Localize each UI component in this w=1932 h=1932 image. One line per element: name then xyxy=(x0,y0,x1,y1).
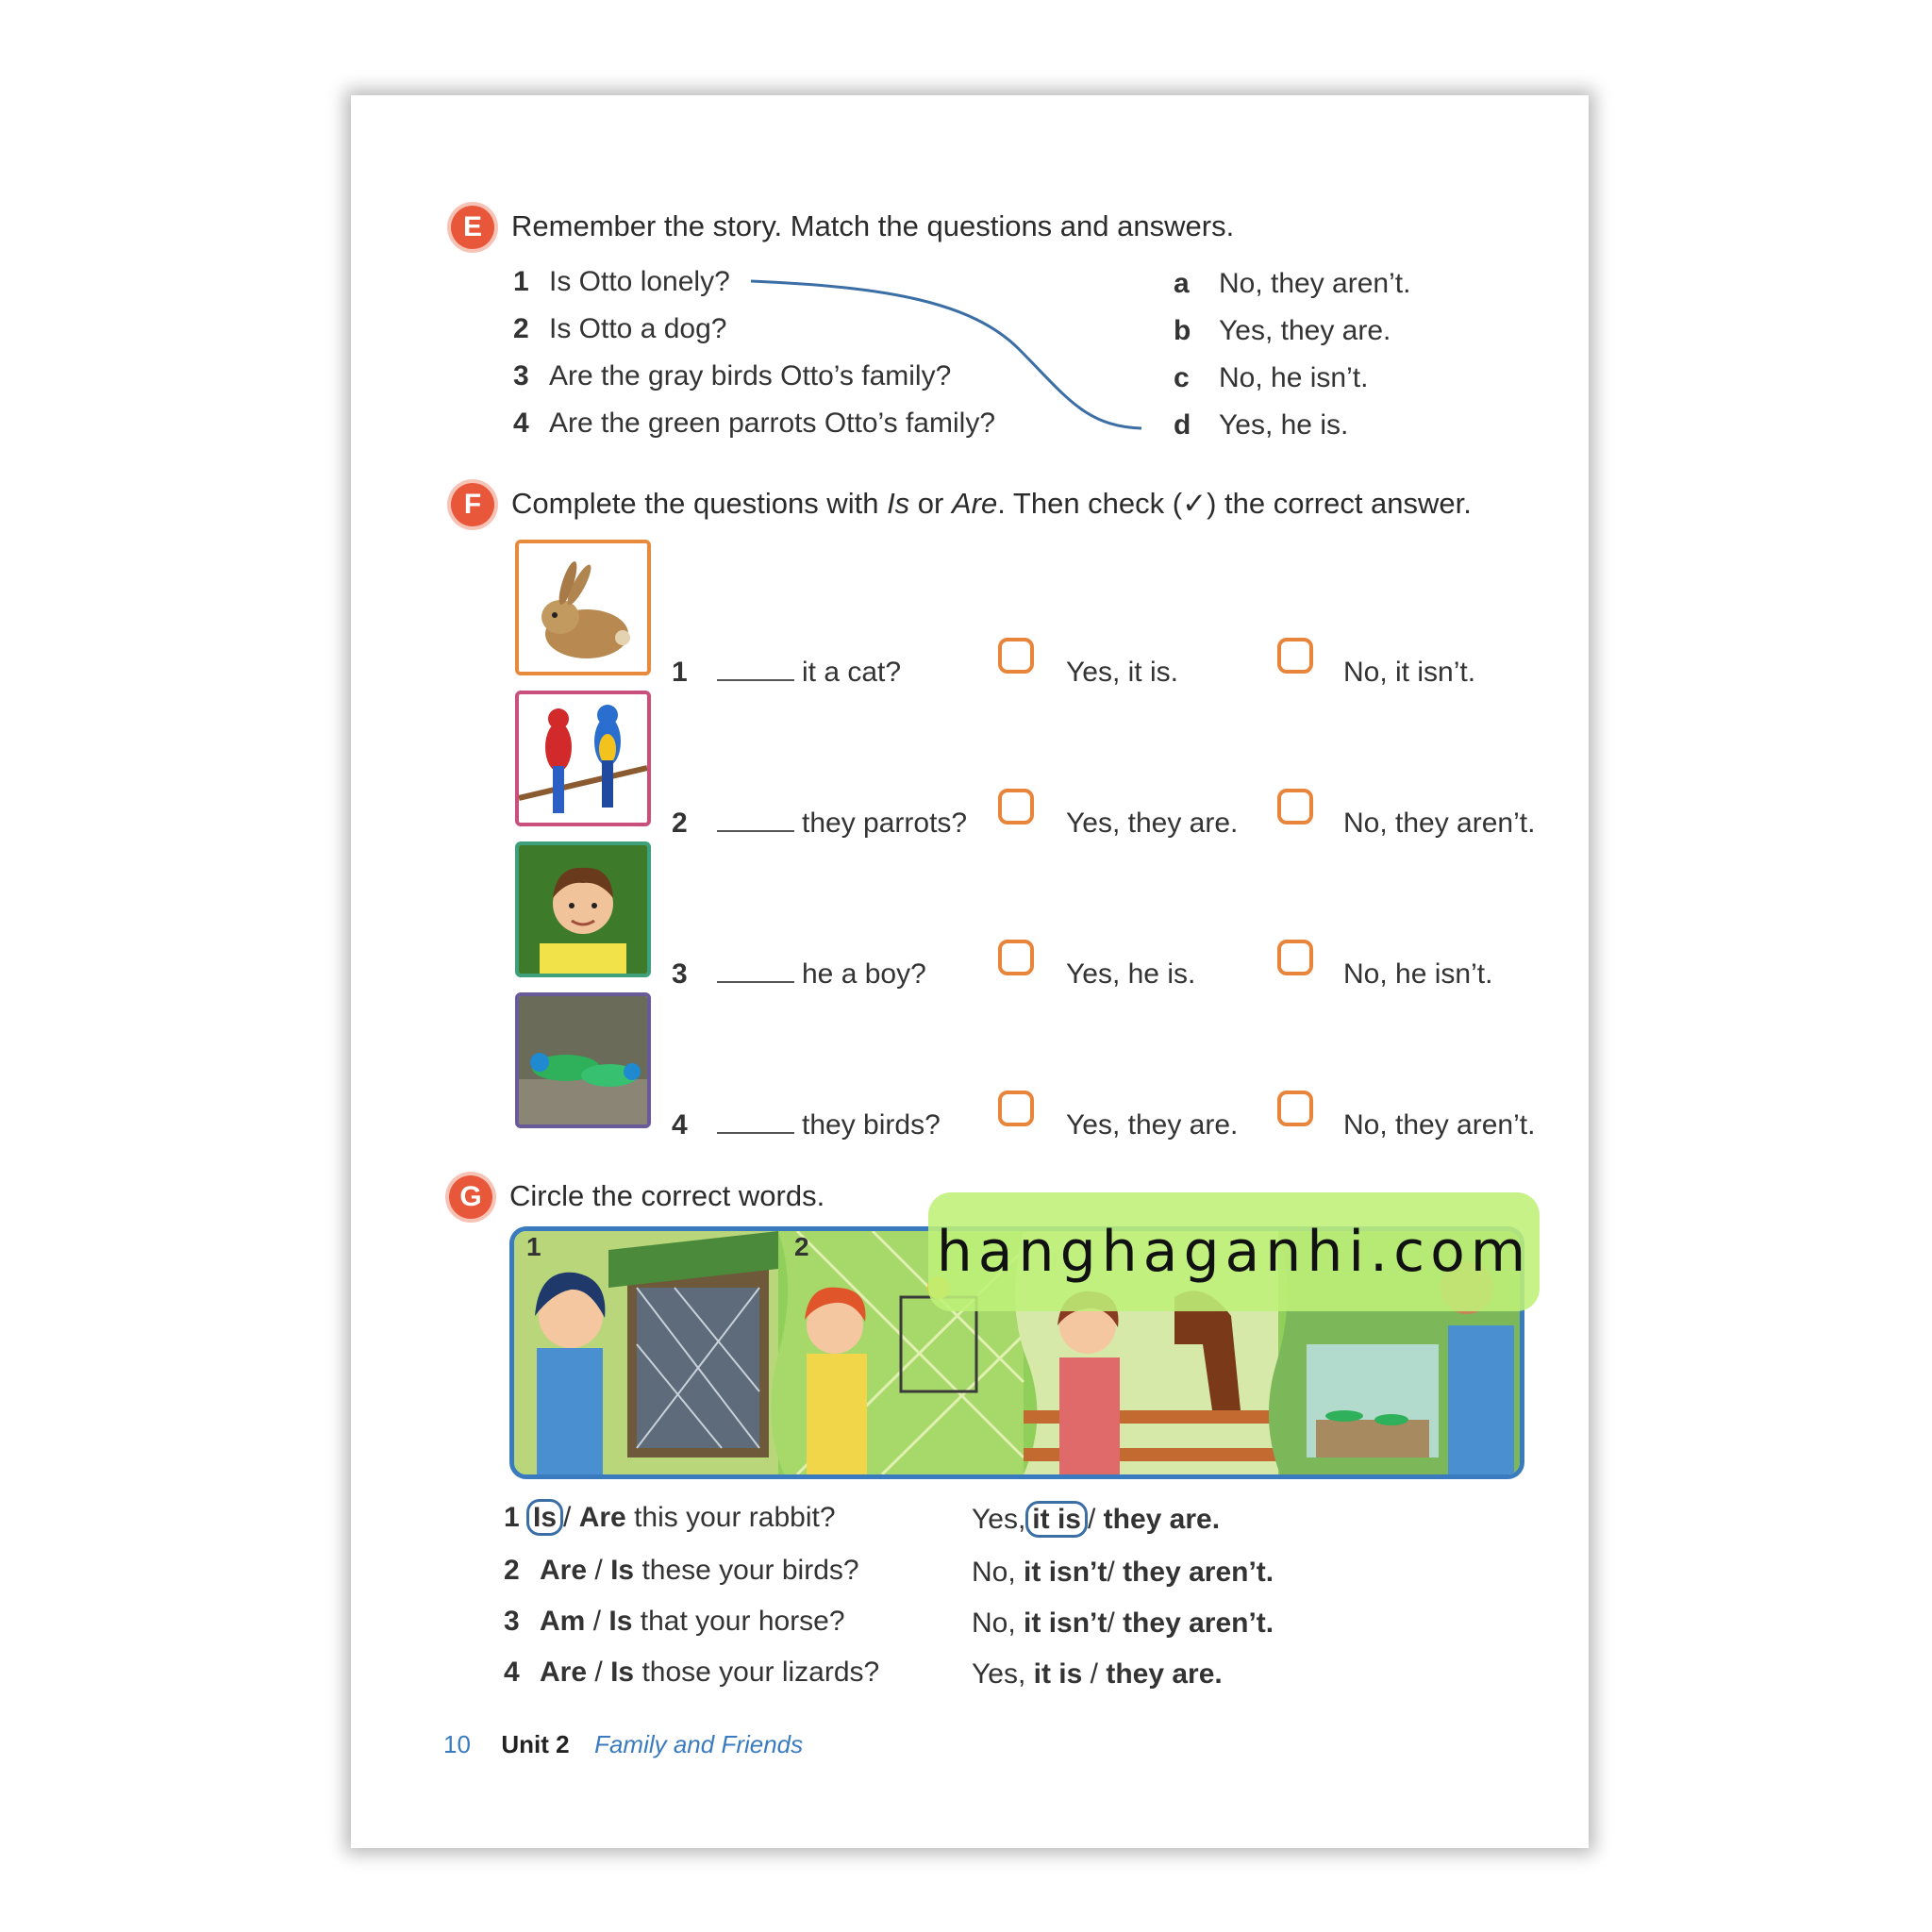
answer-2-yes: Yes, they are. xyxy=(1066,808,1239,839)
boy-photo xyxy=(515,841,651,977)
complete-question-2: 2 they parrots? xyxy=(672,808,968,839)
unit-label: Unit 2 xyxy=(501,1730,570,1758)
checkbox-3-no[interactable] xyxy=(1277,940,1313,975)
complete-question-3: 3 he a boy? xyxy=(672,958,926,990)
match-question-4[interactable]: 4 Are the green parrots Otto’s family? xyxy=(513,408,995,439)
option-1-they-are[interactable]: they are. xyxy=(1103,1504,1221,1535)
panel-label-2: 2 xyxy=(794,1232,809,1261)
circle-answer-4: Yes, it is / they are. xyxy=(972,1658,1223,1690)
circle-answer-2: No, it isn’t/ they aren’t. xyxy=(972,1557,1274,1588)
checkbox-3-yes[interactable] xyxy=(998,940,1034,975)
parrots-photo xyxy=(515,691,651,826)
checkbox-4-no[interactable] xyxy=(1277,1091,1313,1126)
section-e-badge: E xyxy=(451,206,494,249)
answer-4-yes: Yes, they are. xyxy=(1066,1109,1239,1141)
match-question-2[interactable]: 2 Is Otto a dog? xyxy=(513,313,727,344)
circle-question-2: 2 Are / Is these your birds? xyxy=(504,1555,859,1586)
answer-blank-1[interactable] xyxy=(717,655,794,681)
checkbox-1-yes[interactable] xyxy=(998,638,1034,674)
circle-answer-3: No, it isn’t/ they aren’t. xyxy=(972,1607,1274,1639)
checkbox-2-no[interactable] xyxy=(1277,789,1313,824)
match-question-3[interactable]: 3 Are the gray birds Otto’s family? xyxy=(513,360,952,391)
answer-blank-3[interactable] xyxy=(717,957,794,983)
checkbox-1-no[interactable] xyxy=(1277,638,1313,674)
complete-question-4: 4 they birds? xyxy=(672,1109,941,1141)
page-number: 10 xyxy=(443,1730,471,1758)
answer-1-yes: Yes, it is. xyxy=(1066,657,1178,688)
match-answer-a[interactable]: a No, they aren’t. xyxy=(1174,268,1411,299)
option-1-it-is[interactable]: it is xyxy=(1025,1501,1088,1538)
checkbox-4-yes[interactable] xyxy=(998,1091,1034,1126)
section-e-instruction: Remember the story. Match the questions and answers. xyxy=(511,209,1235,242)
circle-question-1: 1 Is / Are this your rabbit? xyxy=(504,1502,836,1534)
checkbox-2-yes[interactable] xyxy=(998,789,1034,824)
lizards-photo xyxy=(515,992,651,1128)
match-line xyxy=(745,274,1151,443)
match-question-1[interactable]: 1 Is Otto lonely? xyxy=(513,266,730,297)
match-answer-b[interactable]: b Yes, they are. xyxy=(1174,315,1391,346)
answer-2-no: No, they aren’t. xyxy=(1343,808,1536,839)
section-g-badge: G xyxy=(449,1175,492,1219)
answer-3-yes: Yes, he is. xyxy=(1066,958,1196,990)
option-1-are[interactable]: Are xyxy=(578,1502,626,1533)
match-answer-d[interactable]: d Yes, he is. xyxy=(1174,409,1349,441)
circle-question-4: 4 Are / Is those your lizards? xyxy=(504,1657,880,1688)
section-f-instruction: Complete the questions with Is or Are. Then check (✓) the correct answer. xyxy=(511,487,1472,520)
circle-answer-1: Yes, it is / they are. xyxy=(972,1504,1220,1536)
watermark-banner: hanghaganhi.com xyxy=(928,1192,1540,1311)
page-footer xyxy=(443,1730,803,1759)
answer-4-no: No, they aren’t. xyxy=(1343,1109,1536,1141)
match-answer-c[interactable]: c No, he isn’t. xyxy=(1174,362,1369,393)
option-1-is[interactable]: Is xyxy=(526,1499,563,1536)
rabbit-photo xyxy=(515,540,651,675)
answer-blank-2[interactable] xyxy=(717,806,794,832)
section-g-instruction: Circle the correct words. xyxy=(509,1179,825,1212)
answer-blank-4[interactable] xyxy=(717,1108,794,1134)
circle-question-3: 3 Am / Is that your horse? xyxy=(504,1606,845,1637)
section-f-badge: F xyxy=(451,483,494,526)
book-title: Family and Friends xyxy=(594,1730,804,1758)
panel-label-1: 1 xyxy=(526,1232,541,1261)
answer-3-no: No, he isn’t. xyxy=(1343,958,1493,990)
complete-question-1: 1 it a cat? xyxy=(672,657,902,688)
answer-1-no: No, it isn’t. xyxy=(1343,657,1476,688)
